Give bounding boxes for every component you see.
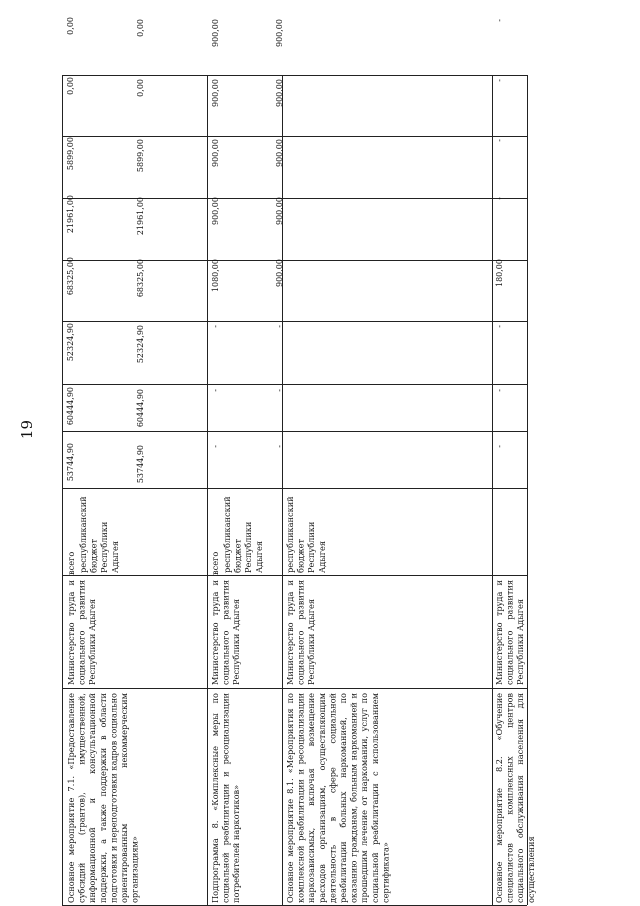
row-4-value: - xyxy=(495,139,504,142)
row-2-executor: Министерство труда и социального развития Республики Адыгея xyxy=(210,580,242,685)
row-4-value: - xyxy=(495,445,504,448)
row-2-value: 1080,00 xyxy=(211,259,220,293)
row-2-source: республиканский бюджет Республики Адыгея xyxy=(222,496,264,573)
row-1-value: 68325,00 xyxy=(136,259,145,298)
row-1-executor: Министерство труда и социального развития Республики Адыгея xyxy=(66,580,98,685)
row-2-value: - xyxy=(211,325,220,328)
page-number: 19 xyxy=(18,420,36,440)
amount-header: 21961,00 xyxy=(66,195,75,234)
row-3-executor: Министерство труда и социального развития Республики Адыгея xyxy=(285,580,317,685)
row-2-value: 900,00 xyxy=(211,79,220,107)
row-1-value: 5899,00 xyxy=(136,139,145,173)
row-2-total-label: всего xyxy=(210,551,220,575)
row-3-source: республиканский бюджет Республики Адыгея xyxy=(285,496,327,573)
row-3-value: - xyxy=(275,445,284,448)
row-4-value: - xyxy=(495,19,504,22)
row-2-value: 900,00 xyxy=(211,19,220,47)
row-4-value: - xyxy=(495,325,504,328)
amount-header: 52324,90 xyxy=(66,323,75,362)
row-3-value: 900,00 xyxy=(275,19,284,47)
row-1-value: 0,00 xyxy=(136,79,145,97)
row-2-value: - xyxy=(211,389,220,392)
row-4-value: 180,00 xyxy=(495,259,504,287)
amount-header: 5899,00 xyxy=(66,137,75,171)
row-4-value: - xyxy=(495,79,504,82)
row-3-value: - xyxy=(275,389,284,392)
row-3-value: - xyxy=(275,325,284,328)
row-3-value: 900,00 xyxy=(275,139,284,167)
row-4-name: Основное мероприятие 8.2. «Обучение специалистов комплексных центров социального обслуживания населения для осуществления xyxy=(494,693,536,903)
row-4-executor: Министерство труда и социального развития Республики Адыгея xyxy=(494,580,526,685)
row-2-value: 900,00 xyxy=(211,139,220,167)
row-3-value: 900,00 xyxy=(275,197,284,225)
row-2-value: 900,00 xyxy=(211,197,220,225)
row-2-name: Подпрограмма 8. «Комплексные меры по социальной реабилитации и ресоциализации потребителей наркотиков» xyxy=(210,693,242,903)
amount-header: 60444,90 xyxy=(66,387,75,426)
amount-header: 0,00 xyxy=(66,17,75,35)
budget-table xyxy=(62,75,536,905)
row-4-value: - xyxy=(495,389,504,392)
row-1-value: 0,00 xyxy=(136,19,145,37)
amount-header: 53744,90 xyxy=(66,443,75,482)
row-1-value: 21961,00 xyxy=(136,197,145,236)
row-1-value: 52324,90 xyxy=(136,325,145,364)
amount-header: 68325,00 xyxy=(66,257,75,296)
row-3-value: 900,00 xyxy=(275,79,284,107)
row-4-value: - xyxy=(495,197,504,200)
row-2-value: - xyxy=(211,445,220,448)
row-1-name: Основное мероприятие 7.1. «Предоставление субсидий (грантов), имущественной, информационной и консультационной поддержки, а также поддержки в области подготовки и переподготовки кадров социально ориентированным некоммерческим организациям» xyxy=(66,693,140,903)
row-1-value: 60444,90 xyxy=(136,389,145,428)
row-3-name: Основное мероприятие 8.1. «Мероприятия по комплексной реабилитации и ресоциализации наркозависимых, включая возмещение расходов организациям, осуществляющим деятельность в сфере социальной реабилитации больных наркоманией, по оказанию гражданам, больным наркоманией и прошедшим лечение от наркомании, услуг по социальной реабилитации с использованием сертификата» xyxy=(285,693,391,903)
amount-header: 0,00 xyxy=(66,77,75,95)
row-1-total-label: всего xyxy=(66,551,76,575)
row-1-value: 53744,90 xyxy=(136,445,145,484)
row-1-source: республиканский бюджет Республики Адыгея xyxy=(78,496,120,573)
row-3-value: 900,00 xyxy=(275,259,284,287)
